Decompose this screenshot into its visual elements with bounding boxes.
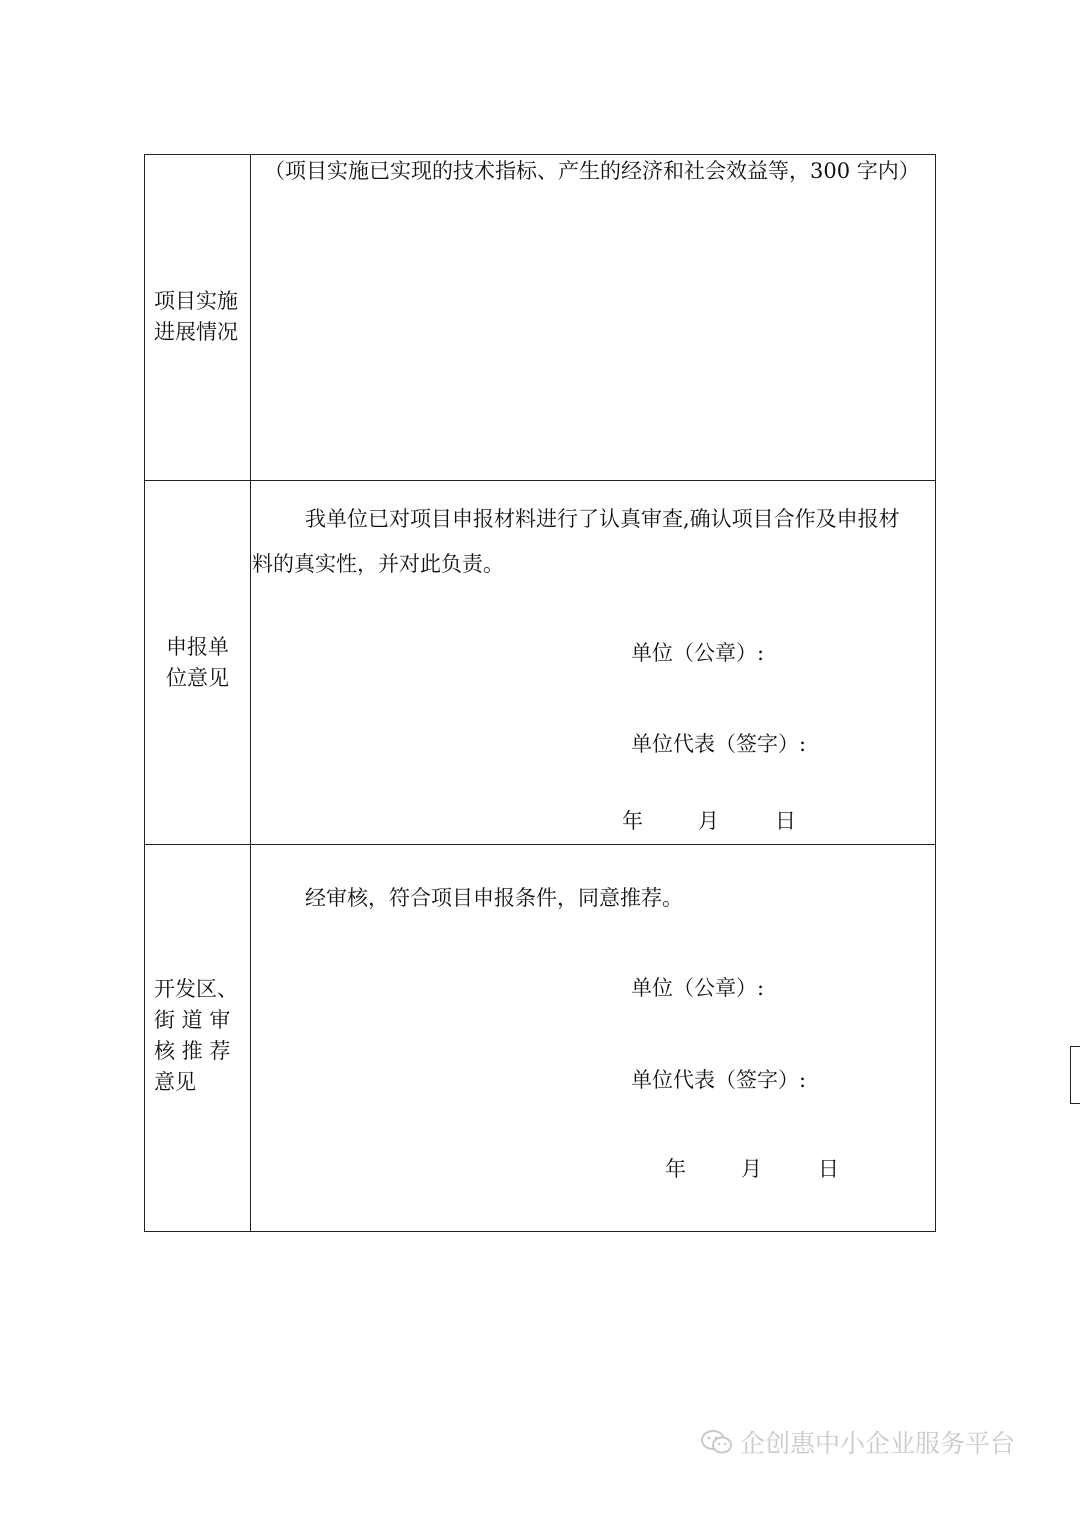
applicant-date-day[interactable]: 日 [775,809,796,833]
progress-label [154,286,238,348]
progress-hint: （项目实施已实现的技术指标、产生的经济和社会效益等，300 字内） [264,159,920,183]
district-review-label-line4: 意见 [154,1070,196,1094]
applicant-opinion-label [166,632,229,694]
table-top-border [144,154,936,155]
district-date-day[interactable]: 日 [818,1157,839,1181]
wechat-icon [700,1429,734,1461]
progress-input-area[interactable] [252,190,934,478]
progress-label-line2: 进展情况 [154,320,238,344]
table-left-border [144,154,145,1232]
column-divider [250,154,251,1232]
applicant-date-month[interactable]: 月 [698,809,719,833]
table-right-border [935,154,936,1232]
district-date-month[interactable]: 月 [741,1157,762,1181]
applicant-date-year[interactable]: 年 [622,809,643,833]
page-edge-tab [1070,1046,1080,1104]
applicant-seal-field[interactable]: 单位（公章）: [631,641,765,665]
row-divider-2 [144,844,936,845]
applicant-statement-line1: 我单位已对项目申报材料进行了认真审查,确认项目合作及申报材 [305,507,900,531]
district-rep-signature-field[interactable]: 单位代表（签字）: [631,1068,807,1092]
watermark-text: 企创惠中小企业服务平台 [740,1429,1016,1458]
applicant-opinion-label-line1: 申报单 [166,635,229,659]
row-divider-1 [144,480,936,481]
district-date-year[interactable]: 年 [665,1157,686,1181]
district-review-label-line1: 开发区、 [154,977,238,1001]
district-statement: 经审核，符合项目申报条件，同意推荐。 [305,886,683,910]
progress-label-line1: 项目实施 [154,289,238,313]
district-review-label-line3: 核 推 荐 [154,1039,231,1063]
applicant-opinion-label-line2: 位意见 [166,666,229,690]
district-seal-field[interactable]: 单位（公章）: [631,976,765,1000]
applicant-rep-signature-field[interactable]: 单位代表（签字）: [631,732,807,756]
watermark [700,1424,1015,1461]
district-review-label-line2: 街 道 审 [154,1008,231,1032]
table-bottom-border [144,1231,936,1232]
applicant-statement-line2: 料的真实性，并对此负责。 [252,552,504,576]
district-review-label [154,974,238,1098]
